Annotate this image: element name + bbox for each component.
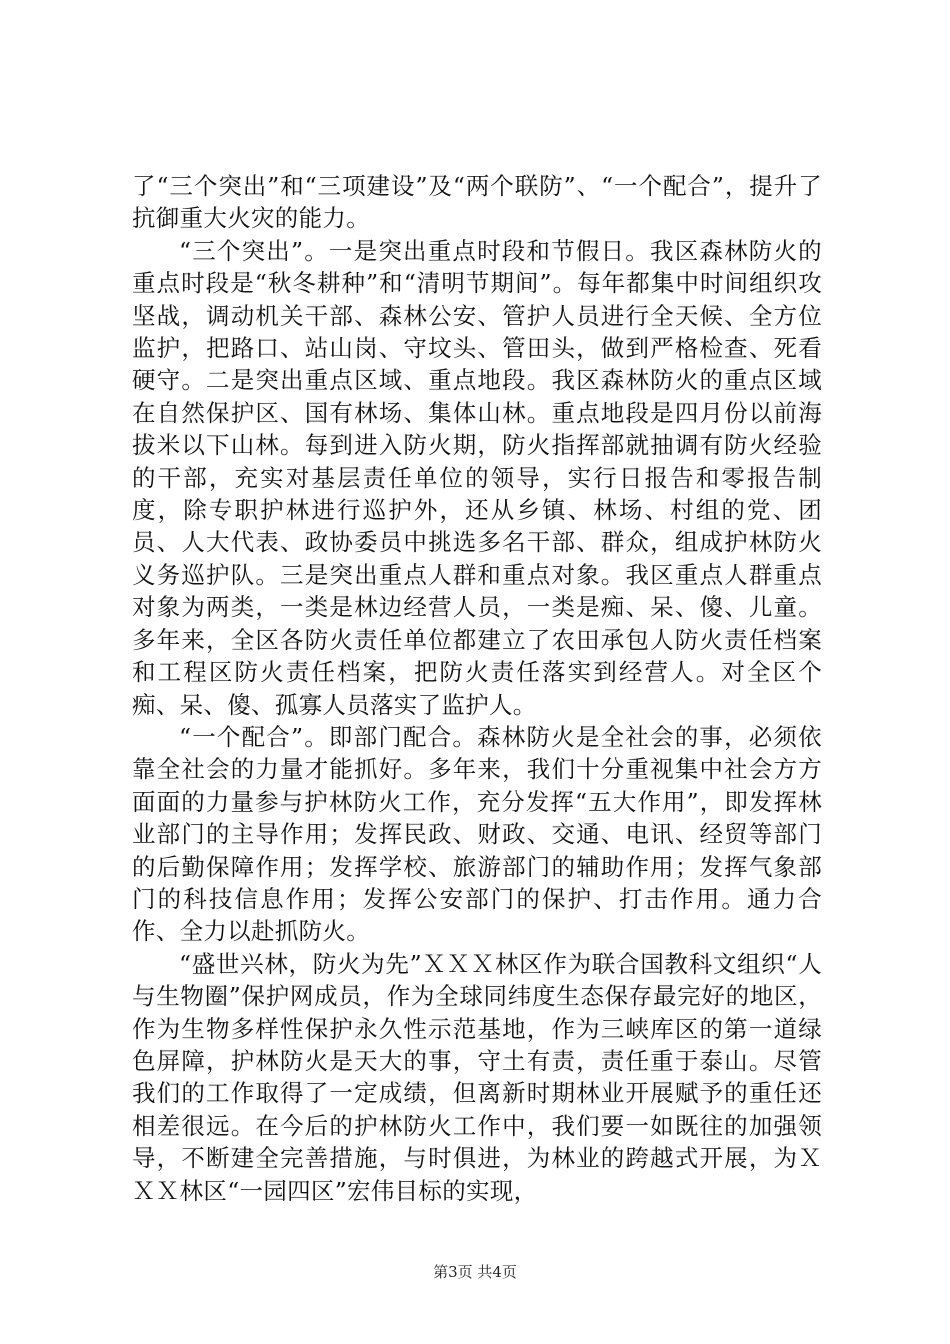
paragraph-continuation: 了“三个突出”和“三项建设”及“两个联防”、“一个配合”，提升了抗御重大火灾的能力。 — [132, 172, 822, 233]
paragraph-one-coordination: “一个配合”。即部门配合。森林防火是全社会的事，必须依靠全社会的力量才能抓好。多年来，我们十分重视集中社会方方面面的力量参与护林防火工作，充分发挥“五大作用”，即发挥林业部门的主导作用；发挥民政、财政、交通、电讯、经贸等部门的后勤保障作用；发挥学校、旅游部门的辅助作用；发挥气象部门的科技信息作用；发挥公安部门的保护、打击作用。通力合作、全力以赴抓防火。 — [132, 722, 822, 946]
page-footer: 第3页 共4页 — [433, 1263, 517, 1281]
paragraph-forest-fire-priority: “盛世兴林，防火为先”ＸＸＸ林区作为联合国教科文组织“人与生物圈”保护网成员，作为全球同纬度生态保存最完好的地区，作为生物多样性保护永久性示范基地，作为三峡库区的第一道绿色屏障，护林防火是天大的事，守土有责，责任重于泰山。尽管我们的工作取得了一定成绩，但离新时期林业开展赋予的重任还相差很远。在今后的护林防火工作中，我们要一如既往的加强领导，不断建全完善措施，与时俱进，为林业的跨越式开展，为ＸＸＸ林区“一园四区”宏伟目标的实现， — [132, 949, 822, 1205]
document-body — [132, 170, 822, 1207]
paragraph-three-highlights: “三个突出”。一是突出重点时段和节假日。我区森林防火的重点时段是“秋冬耕种”和“清明节期间”。每年都集中时间组织攻坚战，调动机关干部、森林公安、管护人员进行全天候、全方位监护，把路口、站山岗、守坟头、管田头，做到严格检查、死看硬守。二是突出重点区域、重点地段。我区森林防火的重点区域在自然保护区、国有林场、集体山林。重点地段是四月份以前海拔米以下山林。每到进入防火期，防火指挥部就抽调有防火经验的干部，充实对基层责任单位的领导，实行日报告和零报告制度，除专职护林进行巡护外，还从乡镇、林场、村组的党、团员、人大代表、政协委员中挑选多名干部、群众，组成护林防火义务巡护队。三是突出重点人群和重点对象。我区重点人群重点对象为两类，一类是林边经营人员，一类是痴、呆、傻、儿童。多年来，全区各防火责任单位都建立了农田承包人防火责任档案和工程区防火责任档案，把防火责任落实到经营人。对全区个痴、呆、傻、孤寡人员落实了监护人。 — [132, 236, 822, 719]
